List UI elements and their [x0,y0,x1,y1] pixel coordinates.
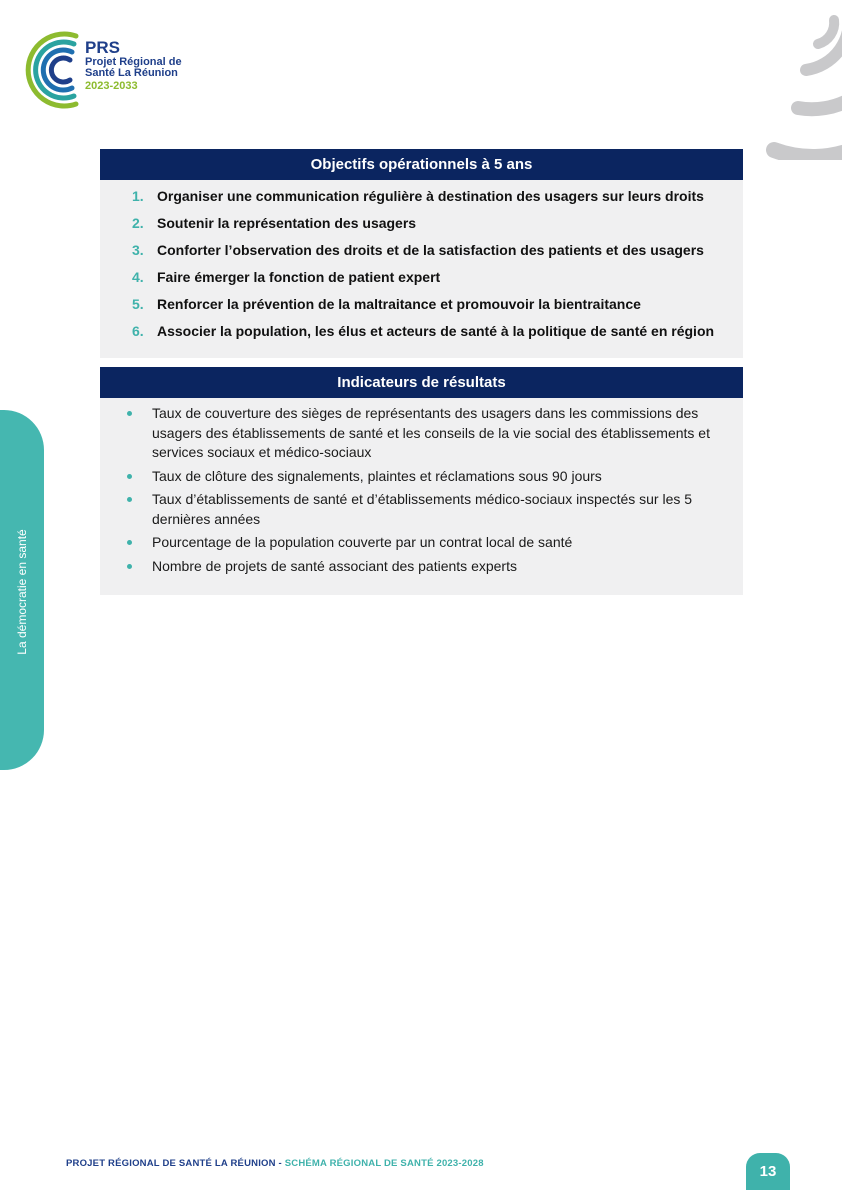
logo-title-line1: Projet Régional de [85,55,182,68]
objective-item [100,267,743,294]
objective-text: Renforcer la prévention de la maltraitance et promouvoir la bientraitance [157,296,641,312]
bullet-icon [127,497,132,502]
objective-number: 5. [132,296,144,312]
objective-item [100,213,743,240]
objective-item [100,321,743,348]
bullet-icon [127,474,132,479]
logo-acronym: PRS [85,38,120,57]
page-number: 13 [746,1153,790,1190]
indicator-item [100,490,743,529]
indicator-item [100,467,743,487]
indicator-text: Pourcentage de la population couverte par un contrat local de santé [152,534,573,550]
indicator-text: Taux de couverture des sièges de représentants des usagers dans les commissions des usagers des établissements de santé et les conseils de la vie social des établissements et services sociaux et médico-sociaux [152,405,710,460]
objectives-title: Objectifs opérationnels à 5 ans [100,149,743,180]
objective-number: 2. [132,215,144,231]
indicator-text: Nombre de projets de santé associant des patients experts [152,557,517,574]
objective-item [100,294,743,321]
objective-text: Associer la population, les élus et acteurs de santé à la politique de santé en région [157,323,715,339]
objective-number: 6. [132,323,144,339]
footer-document-title: PROJET RÉGIONAL DE SANTÉ LA RÉUNION [66,1158,276,1169]
decorative-arcs-icon [702,0,842,160]
objective-item [100,240,743,267]
bullet-icon [127,540,132,545]
logo-title-line2: Santé La Réunion [85,67,178,80]
footer-section-title: SCHÉMA RÉGIONAL DE SANTÉ 2023-2028 [284,1158,484,1169]
logo-years: 2023-2033 [85,79,138,92]
objectives-list [100,180,743,348]
objectives-box [100,149,743,358]
indicators-title: Indicateurs de résultats [100,367,743,398]
footer-separator: - [275,1158,285,1169]
prs-logo [24,28,214,112]
indicator-item [100,533,743,553]
bullet-icon [127,411,132,416]
objective-number: 1. [132,188,144,204]
prs-logo-arcs-icon [24,28,84,112]
page-footer [66,1158,484,1169]
indicator-item [100,404,743,463]
objective-text: Conforter l’observation des droits et de la satisfaction des patients et des usagers [157,242,704,258]
objective-text: Organiser une communication régulière à destination des usagers sur leurs droits [157,188,704,204]
section-side-tab [0,410,44,770]
objective-number: 3. [132,242,144,258]
indicator-item [100,557,743,577]
indicator-text: Taux d’établissements de santé et d’établissements médico-sociaux inspectés sur les 5 dernières années [152,491,693,527]
objective-number: 4. [132,269,144,285]
objective-item [100,186,743,213]
side-tab-label: La démocratie en santé [15,529,29,655]
indicator-text: Taux de clôture des signalements, plaintes et réclamations sous 90 jours [152,467,602,484]
indicators-box [100,367,743,595]
bullet-icon [127,564,132,569]
objective-text: Faire émerger la fonction de patient expert [157,269,441,285]
objective-text: Soutenir la représentation des usagers [157,215,417,231]
indicators-list [100,398,743,576]
